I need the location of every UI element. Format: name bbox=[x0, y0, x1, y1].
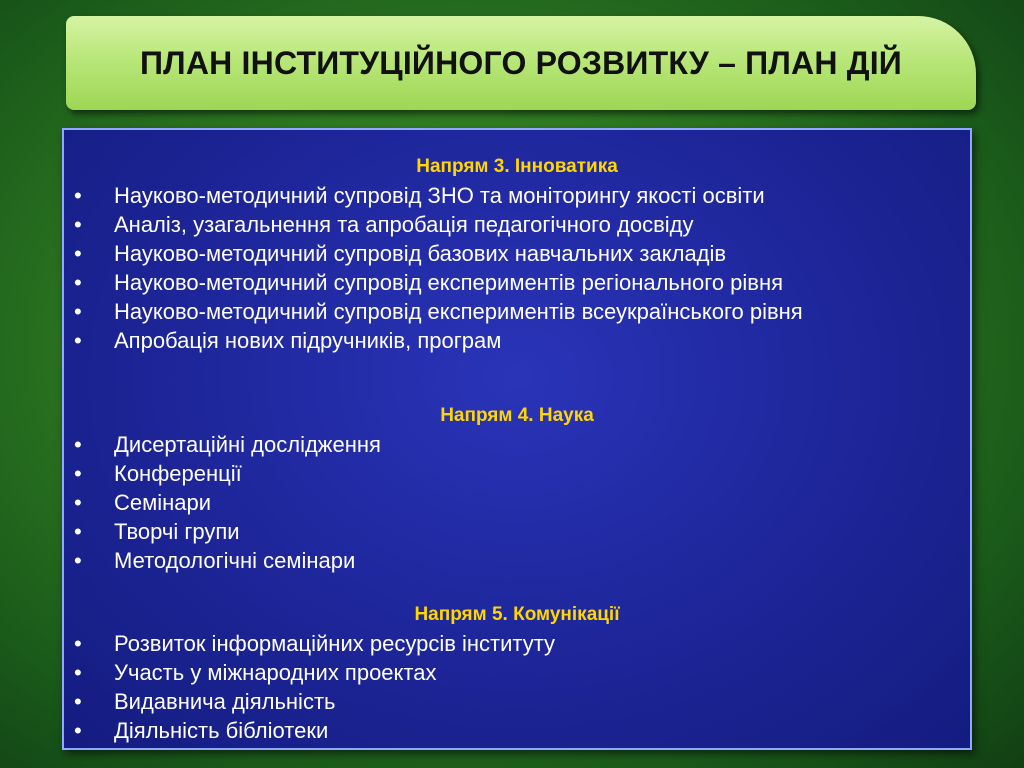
list-item bbox=[64, 689, 970, 714]
bullet-icon: • bbox=[74, 461, 82, 486]
list-item bbox=[64, 519, 970, 544]
bullet-icon: • bbox=[74, 548, 82, 573]
list-item bbox=[64, 212, 970, 237]
list-item bbox=[64, 328, 970, 353]
list-item-text: Методологічні семінари bbox=[114, 548, 356, 573]
list-item-text: Науково-методичний супровід ЗНО та моніторингу якості освіти bbox=[114, 183, 765, 208]
content-panel bbox=[62, 128, 972, 750]
bullet-icon: • bbox=[74, 212, 82, 237]
list-item-text: Діяльність бібліотеки bbox=[114, 718, 329, 743]
bullet-icon: • bbox=[74, 328, 82, 353]
bullet-icon: • bbox=[74, 718, 82, 743]
list-item-text: Конференції bbox=[114, 461, 242, 486]
section-science bbox=[64, 405, 970, 580]
bullet-icon: • bbox=[74, 631, 82, 656]
bullet-icon: • bbox=[74, 490, 82, 515]
list-item bbox=[64, 461, 970, 486]
list-item-text: Науково-методичний супровід експериментів всеукраїнського рівня bbox=[114, 299, 803, 324]
bullet-icon: • bbox=[74, 299, 82, 324]
list-item-text: Науково-методичний супровід базових навчальних закладів bbox=[114, 241, 727, 266]
list-item bbox=[64, 432, 970, 457]
list-item-text: Видавнича діяльність bbox=[114, 689, 336, 714]
list-item bbox=[64, 660, 970, 685]
section-list bbox=[64, 432, 970, 573]
list-item-text: Дисертаційні дослідження bbox=[114, 432, 381, 457]
title-banner bbox=[66, 16, 976, 110]
list-item bbox=[64, 183, 970, 208]
bullet-icon: • bbox=[74, 689, 82, 714]
list-item-text: Розвиток інформаційних ресурсів інституту bbox=[114, 631, 556, 656]
list-item bbox=[64, 490, 970, 515]
section-communications bbox=[64, 604, 970, 750]
list-item-text: Семінари bbox=[114, 490, 212, 515]
list-item-text: Участь у міжнародних проектах bbox=[114, 660, 437, 685]
bullet-icon: • bbox=[74, 432, 82, 457]
bullet-icon: • bbox=[74, 183, 82, 208]
bullet-icon: • bbox=[74, 270, 82, 295]
section-list bbox=[64, 183, 970, 353]
section-heading: Напрям 4. Наука bbox=[440, 405, 594, 426]
list-item bbox=[64, 270, 970, 295]
list-item bbox=[64, 299, 970, 324]
list-item-text: Науково-методичний супровід експериментів регіонального рівня bbox=[114, 270, 784, 295]
list-item bbox=[64, 718, 970, 743]
section-list bbox=[64, 631, 970, 743]
bullet-icon: • bbox=[74, 660, 82, 685]
section-innovation bbox=[64, 156, 970, 360]
list-item-text: Апробація нових підручників, програм bbox=[114, 328, 502, 353]
slide-title: ПЛАН ІНСТИТУЦІЙНОГО РОЗВИТКУ – ПЛАН ДІЙ bbox=[139, 44, 903, 81]
list-item bbox=[64, 548, 970, 573]
bullet-icon: • bbox=[74, 519, 82, 544]
list-item-text: Аналіз, узагальнення та апробація педагогічного досвіду bbox=[114, 212, 694, 237]
list-item bbox=[64, 631, 970, 656]
list-item bbox=[64, 241, 970, 266]
section-heading: Напрям 5. Комунікації bbox=[414, 604, 620, 625]
list-item-text: Творчі групи bbox=[114, 519, 240, 544]
bullet-icon: • bbox=[74, 241, 82, 266]
section-heading: Напрям 3. Інноватика bbox=[416, 156, 618, 177]
